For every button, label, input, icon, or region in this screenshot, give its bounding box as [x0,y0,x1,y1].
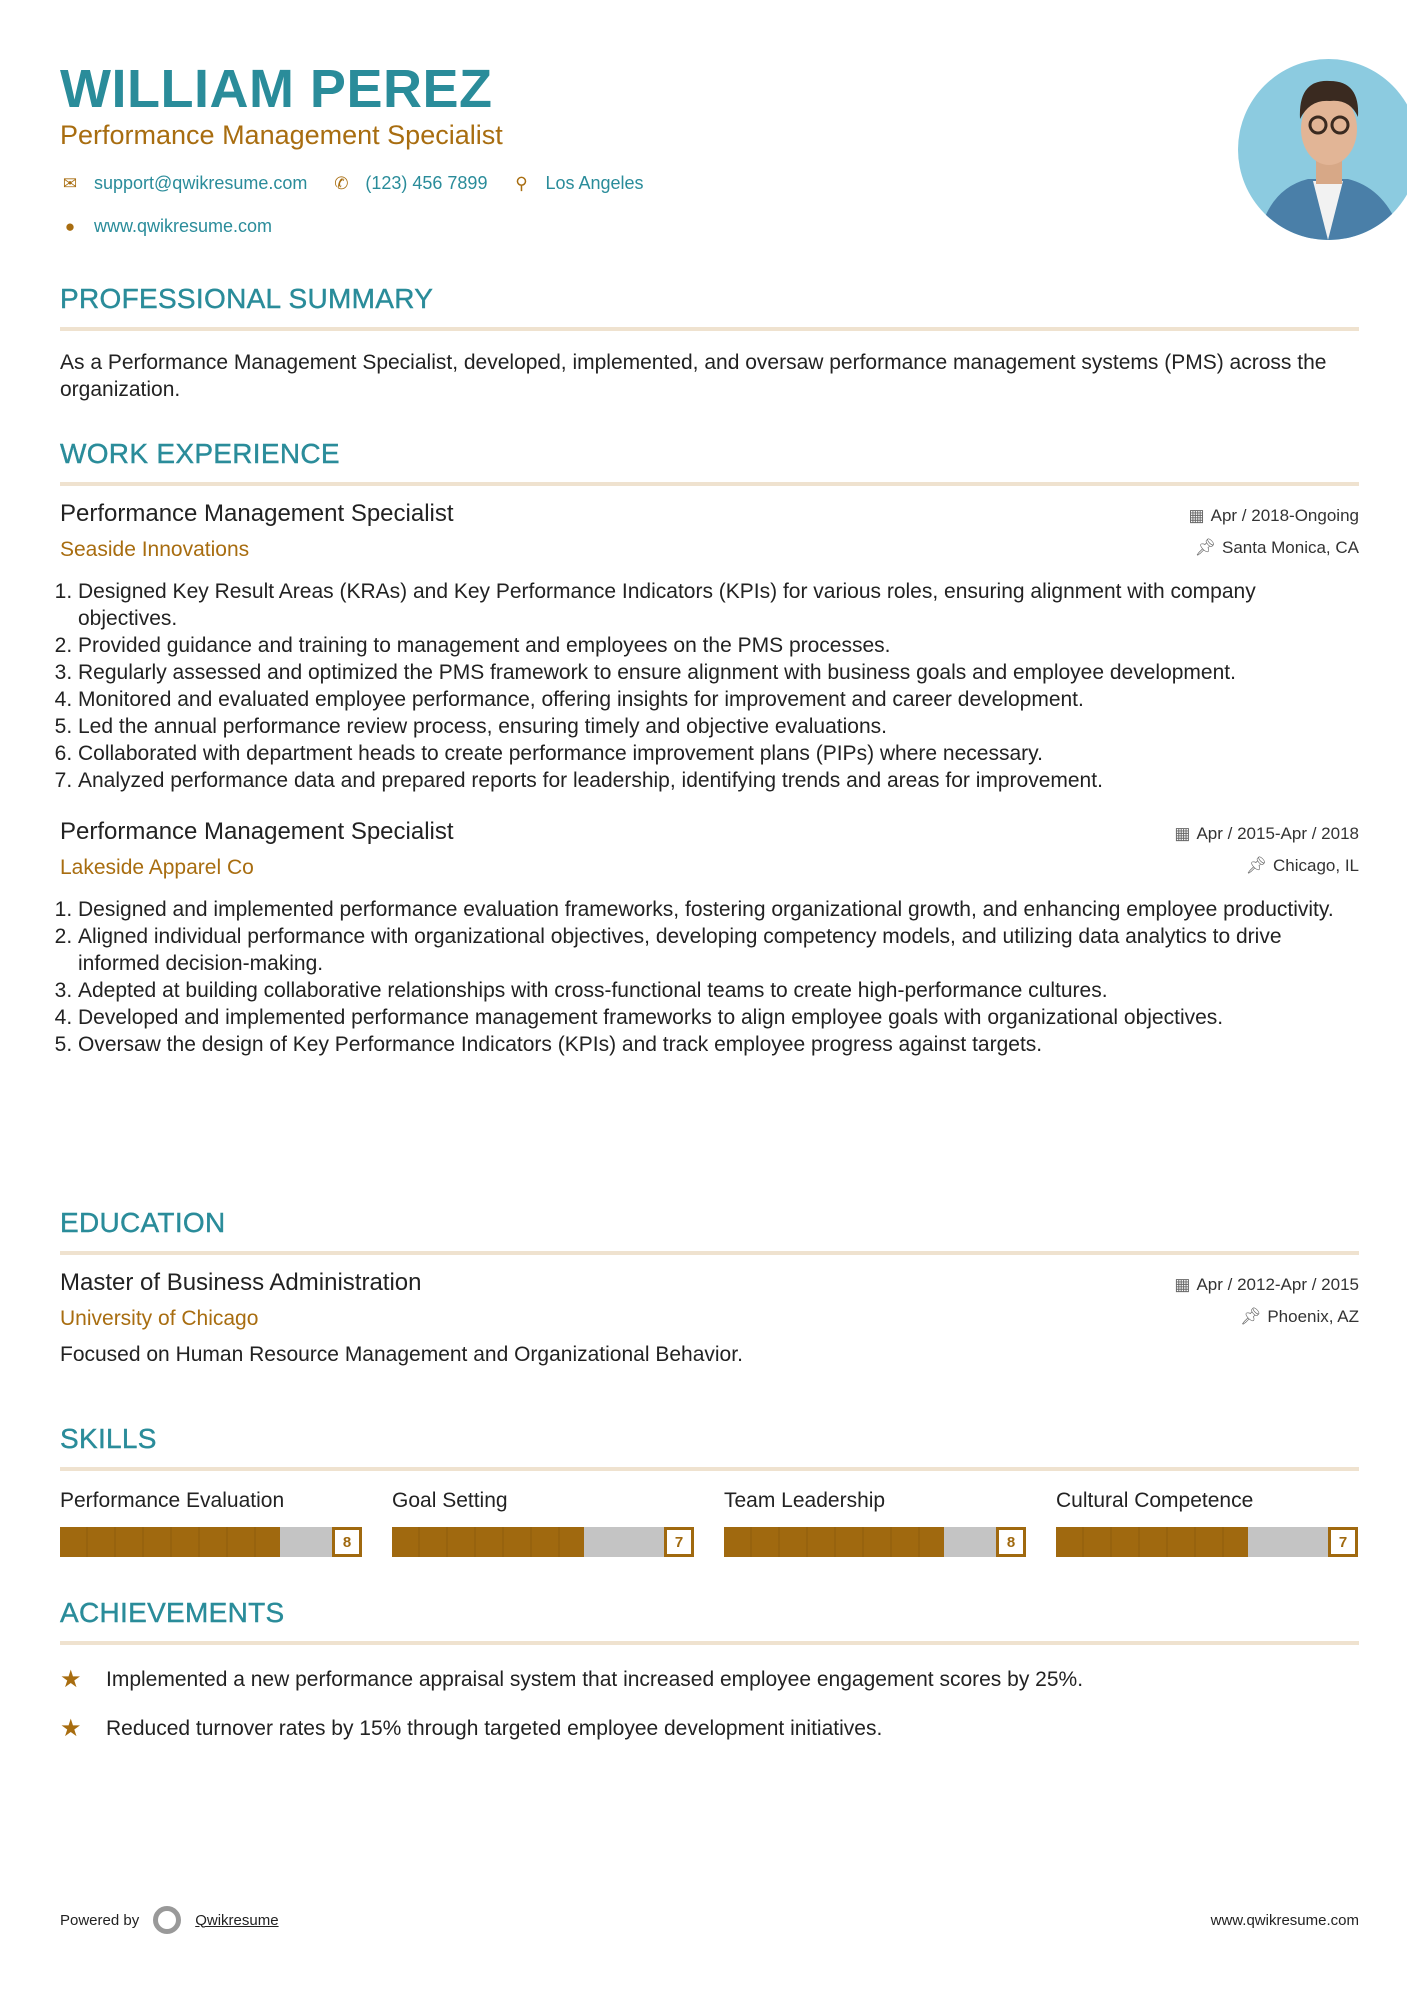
calendar-icon: ▦ [1174,824,1191,843]
calendar-icon: ▦ [1188,506,1205,525]
experience-section [60,438,1359,1058]
divider [60,327,1359,331]
skill-score: 8 [996,1527,1026,1557]
skill-label: Cultural Competence [1056,1489,1254,1512]
envelope-icon: ✉ [62,173,78,193]
education-location: Phoenix, AZ [1267,1307,1359,1326]
bullet-item: 3. Adepted at building collaborative relationships with cross-functional teams to create high-performance cultures. [78,977,1359,1004]
education-text: Focused on Human Resource Management and Organizational Behavior. [60,1343,743,1366]
job-entry [60,500,1359,794]
education-section [60,1207,1359,1368]
section-heading: WORK EXPERIENCE [60,438,340,469]
candidate-name: WILLIAM PEREZ [60,59,493,119]
brand-link[interactable]: Qwikresume [195,1911,279,1929]
job-dates: Apr / 2015-Apr / 2018 [1196,824,1359,843]
pin-icon: 📌︎ [1194,538,1216,557]
skill-bar [392,1527,694,1557]
map-pin-icon: ⚲ [515,173,528,193]
calendar-icon: ▦ [1174,1275,1191,1294]
candidate-title: Performance Management Specialist [60,120,503,150]
skill-fill [60,1527,280,1557]
bullet-item: 2. Aligned individual performance with organizational objectives, developing competency models, and utilizing data analytics to drive informed decision-making. [78,923,1359,977]
school: University of Chicago [60,1307,259,1330]
job-bullets [78,578,1359,794]
bullet-item: 4. Monitored and evaluated employee performance, offering insights for improvement and career development. [78,686,1359,713]
education-dates: Apr / 2012-Apr / 2015 [1196,1275,1359,1294]
bullet-item: 7. Analyzed performance data and prepared reports for leadership, identifying trends and areas for improvement. [78,767,1359,794]
section-heading: PROFESSIONAL SUMMARY [60,283,434,314]
qwikresume-logo-icon [153,1906,181,1934]
phone-icon: ✆ [334,173,349,193]
job-dates: Apr / 2018-Ongoing [1210,506,1359,525]
skill-item [392,1489,694,1557]
company-name: Lakeside Apparel Co [60,856,254,879]
job-location: Santa Monica, CA [1221,538,1359,557]
achievements-section [60,1597,1359,1743]
star-icon: ★ [60,1666,82,1693]
divider [60,482,1359,486]
skill-label: Goal Setting [392,1489,508,1512]
achievement-item [60,1714,1359,1743]
divider [60,1467,1359,1471]
job-entry [60,818,1359,1058]
star-icon: ★ [60,1715,82,1742]
location-text: Los Angeles [545,173,644,193]
achievement-text: Reduced turnover rates by 15% through targeted employee development initiatives. [106,1716,883,1740]
divider [60,1251,1359,1255]
globe-icon: ● [64,216,76,236]
bullet-item: 5. Oversaw the design of Key Performance Indicators (KPIs) and track employee progress against targets. [78,1031,1359,1058]
bullet-item: 1. Designed Key Result Areas (KRAs) and Key Performance Indicators (KPIs) for various roles, ensuring alignment with company objectives. [78,578,1359,632]
bullet-item: 5. Led the annual performance review process, ensuring timely and objective evaluations. [78,713,1359,740]
email-link[interactable]: support@qwikresume.com [94,173,308,193]
degree: Master of Business Administration [60,1269,422,1296]
pin-icon: 📌︎ [1239,1307,1262,1326]
skill-fill [724,1527,944,1557]
profile-photo [1238,59,1407,240]
website-row [60,216,284,237]
section-heading: ACHIEVEMENTS [60,1597,285,1628]
bullet-item: 3. Regularly assessed and optimized the PMS framework to ensure alignment with business goals and employee development. [78,659,1359,686]
bullet-item: 2. Provided guidance and training to management and employees on the PMS processes. [78,632,1359,659]
contact-row [60,173,656,194]
skill-item [1056,1489,1358,1557]
bullet-item: 4. Developed and implemented performance management frameworks to align employee goals with organizational objectives. [78,1004,1359,1031]
pin-icon: 📌︎ [1245,856,1267,875]
job-location: Chicago, IL [1273,856,1359,875]
bullet-item: 6. Collaborated with department heads to create performance improvement plans (PIPs) where necessary. [78,740,1359,767]
job-title: Performance Management Specialist [60,500,454,527]
summary-text: As a Performance Management Specialist, developed, implemented, and oversaw performance management systems (PMS) across the organization. [60,351,1327,401]
skill-bar [1056,1527,1358,1557]
skills-section [60,1423,1359,1557]
skill-item [724,1489,1026,1557]
skill-bar [60,1527,362,1557]
achievement-text: Implemented a new performance appraisal system that increased employee engagement scores by 25%. [106,1667,1084,1691]
powered-by-label: Powered by [60,1911,140,1929]
skill-fill [1056,1527,1248,1557]
skill-bar [724,1527,1026,1557]
skill-label: Team Leadership [724,1489,886,1512]
skill-score: 7 [664,1527,694,1557]
skill-item [60,1489,362,1557]
footer [60,1906,1359,1934]
footer-url[interactable]: www.qwikresume.com [1210,1911,1359,1929]
bullet-item: 1. Designed and implemented performance evaluation frameworks, fostering organizational growth, and enhancing employee productivity. [78,896,1359,923]
skill-score: 8 [332,1527,362,1557]
achievement-item [60,1665,1359,1694]
skill-score: 7 [1328,1527,1358,1557]
company-name: Seaside Innovations [60,538,250,561]
website-link[interactable]: www.qwikresume.com [94,216,273,236]
section-heading: SKILLS [60,1423,157,1454]
summary-section [60,283,1359,403]
divider [60,1641,1359,1645]
skill-label: Performance Evaluation [60,1489,285,1512]
section-heading: EDUCATION [60,1207,226,1238]
job-title: Performance Management Specialist [60,818,454,845]
phone-text: (123) 456 7899 [365,173,488,193]
job-bullets [78,896,1359,1058]
skill-fill [392,1527,584,1557]
